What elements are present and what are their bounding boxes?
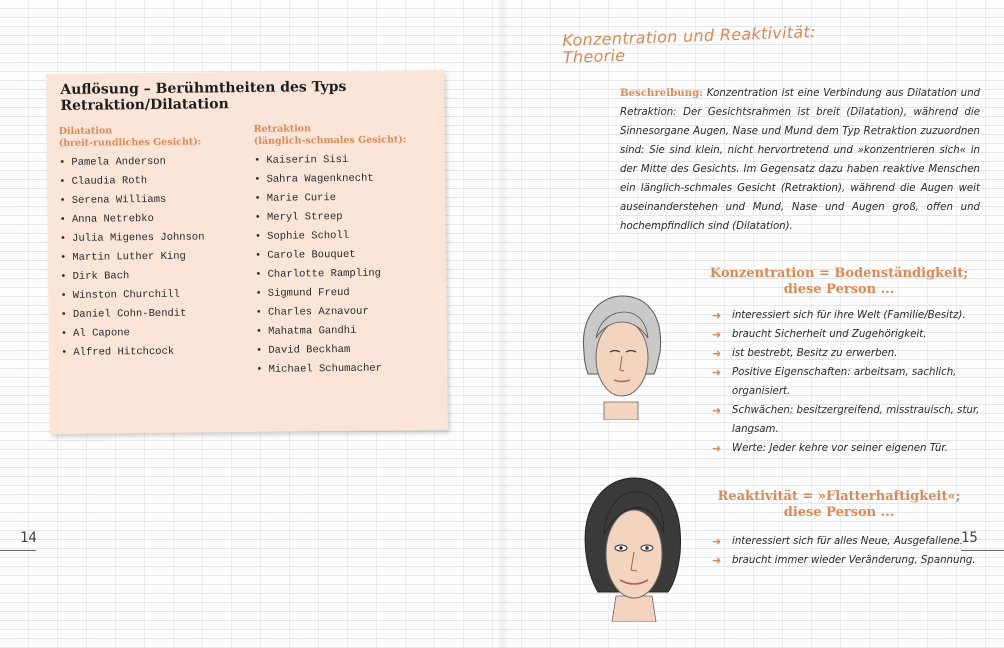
list-item: • Sahra Wagenknecht: [254, 169, 434, 190]
page-heading: [562, 20, 893, 65]
list-item: • Pamela Anderson: [59, 152, 239, 173]
list-item: • Kaiserin Sisi: [254, 150, 434, 171]
page-heading-line1: Konzentration und Reaktivität:: [561, 22, 817, 50]
dilatation-heading-line2: (breit-rundliches Gesicht):: [58, 136, 202, 149]
list-item: • Michael Schumacher: [256, 359, 436, 380]
bullet-item: ➜ braucht Sicherheit und Zugehörigkeit.: [712, 325, 982, 344]
section-heading-reactivity: [694, 489, 984, 521]
section1-heading-line2: diese Person ...: [783, 282, 895, 297]
list-item: • Mahatma Gandhi: [256, 321, 436, 342]
list-item: • Marie Curie: [254, 188, 434, 209]
concentration-bullets: [712, 306, 982, 458]
page-heading-line2: Theorie: [562, 45, 626, 67]
list-item: • Anna Netrebko: [60, 209, 240, 230]
retraktion-heading-line2: (länglich-schmales Gesicht):: [253, 134, 407, 147]
description-text: Konzentration ist eine Verbindung aus Dilatation und Retraktion: Der Gesichtsrahmen ist breit (Dilatation), während die Sinnesorgane Augen, Nase und Mund dem Typ Retraktion zuzuordnen sind: Sie sind klein, nicht hervortretend und »konzentrieren sich« in der Mitte des Gesichts. Im Gegensatz dazu haben reaktive Menschen ein länglich-schmales Gesicht (Retraktion), während die Augen weit auseinanderstehen und Mund, Nase und Augen groß, offen und hochempfindlich sind (Dilatation).: [620, 88, 980, 232]
list-item: • Sigmund Freud: [255, 283, 435, 304]
list-item: • Winston Churchill: [60, 285, 240, 306]
list-item: • Alfred Hitchcock: [61, 342, 241, 363]
reactivity-bullets: [712, 532, 982, 570]
list-item: • Sophie Scholl: [255, 226, 435, 247]
list-item: • Martin Luther King: [60, 247, 240, 268]
bullet-item: ➜ braucht immer wieder Veränderung, Spannung.: [712, 551, 982, 570]
bullet-item: ➜ interessiert sich für ihre Welt (Familie/Besitz).: [712, 306, 982, 325]
card-title: Auflösung – Berühmtheiten des Typs Retraktion/Dilatation: [60, 78, 347, 114]
retraktion-list: [254, 150, 436, 380]
right-page: [502, 0, 1004, 648]
dilatation-heading: [59, 124, 239, 150]
list-item: • Claudia Roth: [59, 171, 239, 192]
list-item: • Serena Williams: [59, 190, 239, 211]
list-item: • Meryl Streep: [255, 207, 435, 228]
list-item: • Daniel Cohn-Bendit: [61, 304, 241, 325]
retraktion-column: [254, 122, 437, 380]
section2-heading-line2: diese Person ...: [783, 505, 895, 520]
bullet-item: ➜ Schwächen: besitzergreifend, misstrauisch, stur, langsam.: [712, 401, 982, 439]
bullet-item: ➜ Werte: Jeder kehre vor seiner eigenen Tür.: [712, 439, 982, 458]
list-item: • Carole Bouquet: [255, 245, 435, 266]
list-item: • Al Capone: [61, 323, 241, 344]
description: [620, 84, 980, 236]
bullet-item: ➜ interessiert sich für alles Neue, Ausgefallene.: [712, 532, 982, 551]
dilatation-column: [59, 124, 241, 363]
section1-heading-line1: Konzentration = Bodenständigkeit;: [709, 266, 969, 281]
retraktion-heading-line1: Retraktion: [253, 123, 312, 135]
list-item: • Julia Migenes Johnson: [60, 228, 240, 249]
list-item: • Dirk Bach: [60, 266, 240, 287]
portrait-reactivity: [578, 474, 688, 622]
page-number-right: 15: [961, 530, 978, 546]
dilatation-list: [59, 152, 241, 363]
solution-card: [46, 70, 448, 434]
list-item: • David Beckham: [256, 340, 436, 361]
list-item: • Charles Aznavour: [256, 302, 436, 323]
retraktion-heading: [254, 122, 434, 148]
dilatation-heading-line1: Dilatation: [58, 125, 113, 137]
bullet-item: ➜ Positive Eigenschaften: arbeitsam, sachlich, organisiert.: [712, 363, 982, 401]
bullet-item: ➜ ist bestrebt, Besitz zu erwerben.: [712, 344, 982, 363]
description-label: Beschreibung:: [620, 87, 703, 99]
page-number-left: 14: [20, 530, 37, 546]
list-item: • Charlotte Rampling: [255, 264, 435, 285]
portrait-concentration: [574, 290, 668, 420]
section-heading-concentration: [694, 266, 984, 298]
section2-heading-line1: Reaktivität = »Flatterhaftigkeit«;: [717, 489, 961, 504]
